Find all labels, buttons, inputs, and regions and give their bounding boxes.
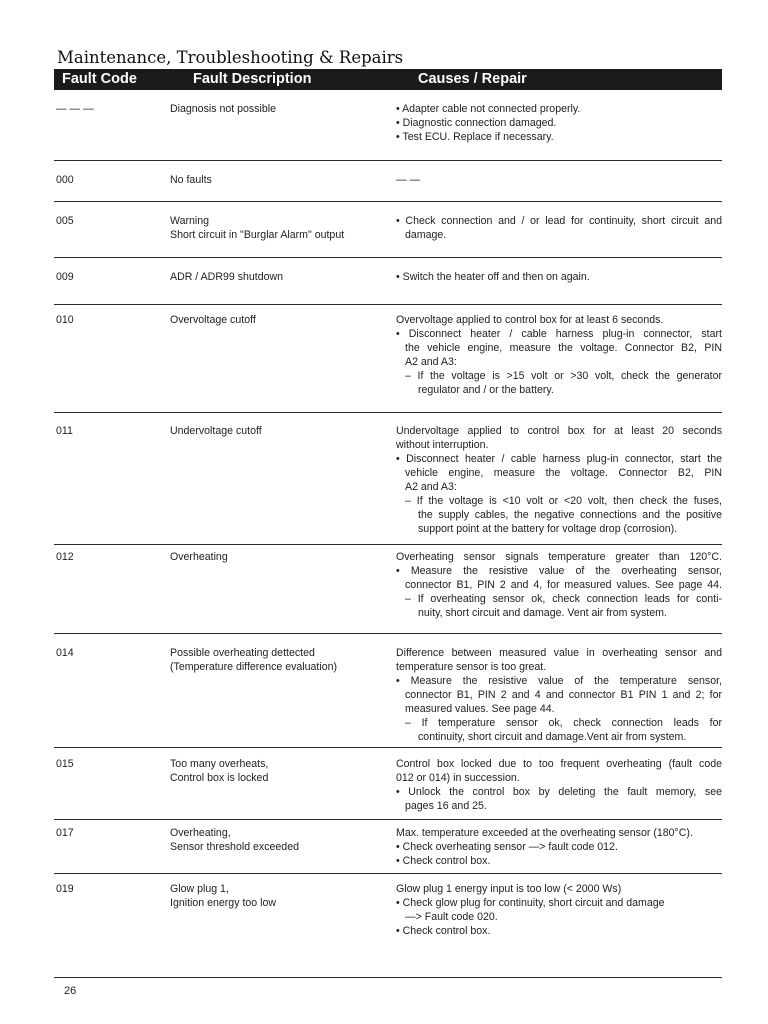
fault-code: 017 <box>56 827 74 839</box>
causes-repair: — — <box>396 174 421 186</box>
page-number: 26 <box>64 985 77 997</box>
fault-description: Undervoltage cutoff <box>170 425 262 437</box>
table-row <box>54 882 722 978</box>
page-title: Maintenance, Troubleshooting & Repairs <box>57 48 404 67</box>
table-row <box>54 826 722 874</box>
causes-repair: Glow plug 1 energy input is too low (< 2000 Ws) • Check glow plug for continuity, short circuit and damage —> Fault code 020. • Check control box. <box>396 883 665 937</box>
fault-code: 005 <box>56 215 74 227</box>
fault-code: 012 <box>56 551 74 563</box>
fault-code: 019 <box>56 883 74 895</box>
causes-repair: • Switch the heater off and then on again. <box>396 271 590 283</box>
table-row <box>54 214 722 258</box>
header-fault-code: Fault Code <box>62 71 137 87</box>
fault-code: — — — <box>56 103 94 115</box>
table-header <box>54 69 722 90</box>
table-row <box>54 102 722 161</box>
table-row <box>54 550 722 634</box>
fault-code: 010 <box>56 314 74 326</box>
causes-repair: Control box locked due to too frequent overheating (fault code 012 or 014) in succession. • Unlock the control box by deleting the fault memory, see pages 16 and 25. <box>396 758 722 812</box>
fault-description: No faults <box>170 174 212 186</box>
fault-code: 014 <box>56 647 74 659</box>
fault-description: Possible overheating dettected (Temperature difference evaluation) <box>170 647 338 673</box>
fault-code: 011 <box>56 425 73 437</box>
causes-repair: Difference between measured value in overheating sensor and temperature sensor is too great. • Measure the resistive value of the temperature sensor, connector B1, PIN 2 and 4 and connector B1 PIN 1 and 2; for measured values. See page 44. – If temperature sensor ok, check connection leads for continuity, short circuit and damage.Vent air from system. <box>396 647 722 743</box>
table-row <box>54 313 722 413</box>
table-row <box>54 757 722 820</box>
header-causes-repair: Causes / Repair <box>418 71 527 87</box>
table-row <box>54 270 722 305</box>
fault-code: 000 <box>56 174 74 186</box>
fault-description: Glow plug 1, Ignition energy too low <box>170 883 277 909</box>
fault-description: Overheating <box>170 551 228 563</box>
header-fault-description: Fault Description <box>193 71 312 87</box>
fault-description: Diagnosis not possible <box>170 103 276 115</box>
table-row <box>54 173 722 202</box>
fault-description: ADR / ADR99 shutdown <box>170 271 284 283</box>
fault-description: Warning Short circuit in "Burglar Alarm" output <box>170 215 345 241</box>
causes-repair: Overheating sensor signals temperature greater than 120°C. • Measure the resistive value of the overheating sensor, connector B1, PIN 2 and 4, for measured values. See page 44. – If overheating sensor ok, check connection leads for conti- nuity, short circuit and damage. Vent air from system. <box>396 551 722 619</box>
fault-code: 009 <box>56 271 74 283</box>
causes-repair: Undervoltage applied to control box for at least 20 seconds without interruption. • Disconnect heater / cable harness plug-in connector, start the vehicle engine, measure the voltage. Connector B2, PIN A2 and A3: – If the voltage is <10 volt or <20 volt, then check the fuses, the supply cables, the negative connections and the positive support point at the battery for voltage drop (corrosion). <box>396 425 722 535</box>
causes-repair: • Adapter cable not connected properly. • Diagnostic connection damaged. • Test ECU. Replace if necessary. <box>396 103 581 143</box>
fault-code: 015 <box>56 758 74 770</box>
causes-repair: Max. temperature exceeded at the overheating sensor (180°C). • Check overheating sensor —> fault code 012. • Check control box. <box>396 827 693 867</box>
fault-description: Overvoltage cutoff <box>170 314 256 326</box>
table-row <box>54 646 722 748</box>
causes-repair: Overvoltage applied to control box for at least 6 seconds. • Disconnect heater / cable harness plug-in connector, start the vehicle engine, measure the voltage. Connector B2, PIN A2 and A3: – If the voltage is >15 volt or >30 volt, check the generator regulator and / or the battery. <box>396 314 722 396</box>
fault-description: Overheating, Sensor threshold exceeded <box>170 827 299 853</box>
fault-description: Too many overheats, Control box is locked <box>170 758 269 784</box>
causes-repair: • Check connection and / or lead for continuity, short circuit and damage. <box>396 215 722 241</box>
table-row <box>54 424 722 545</box>
